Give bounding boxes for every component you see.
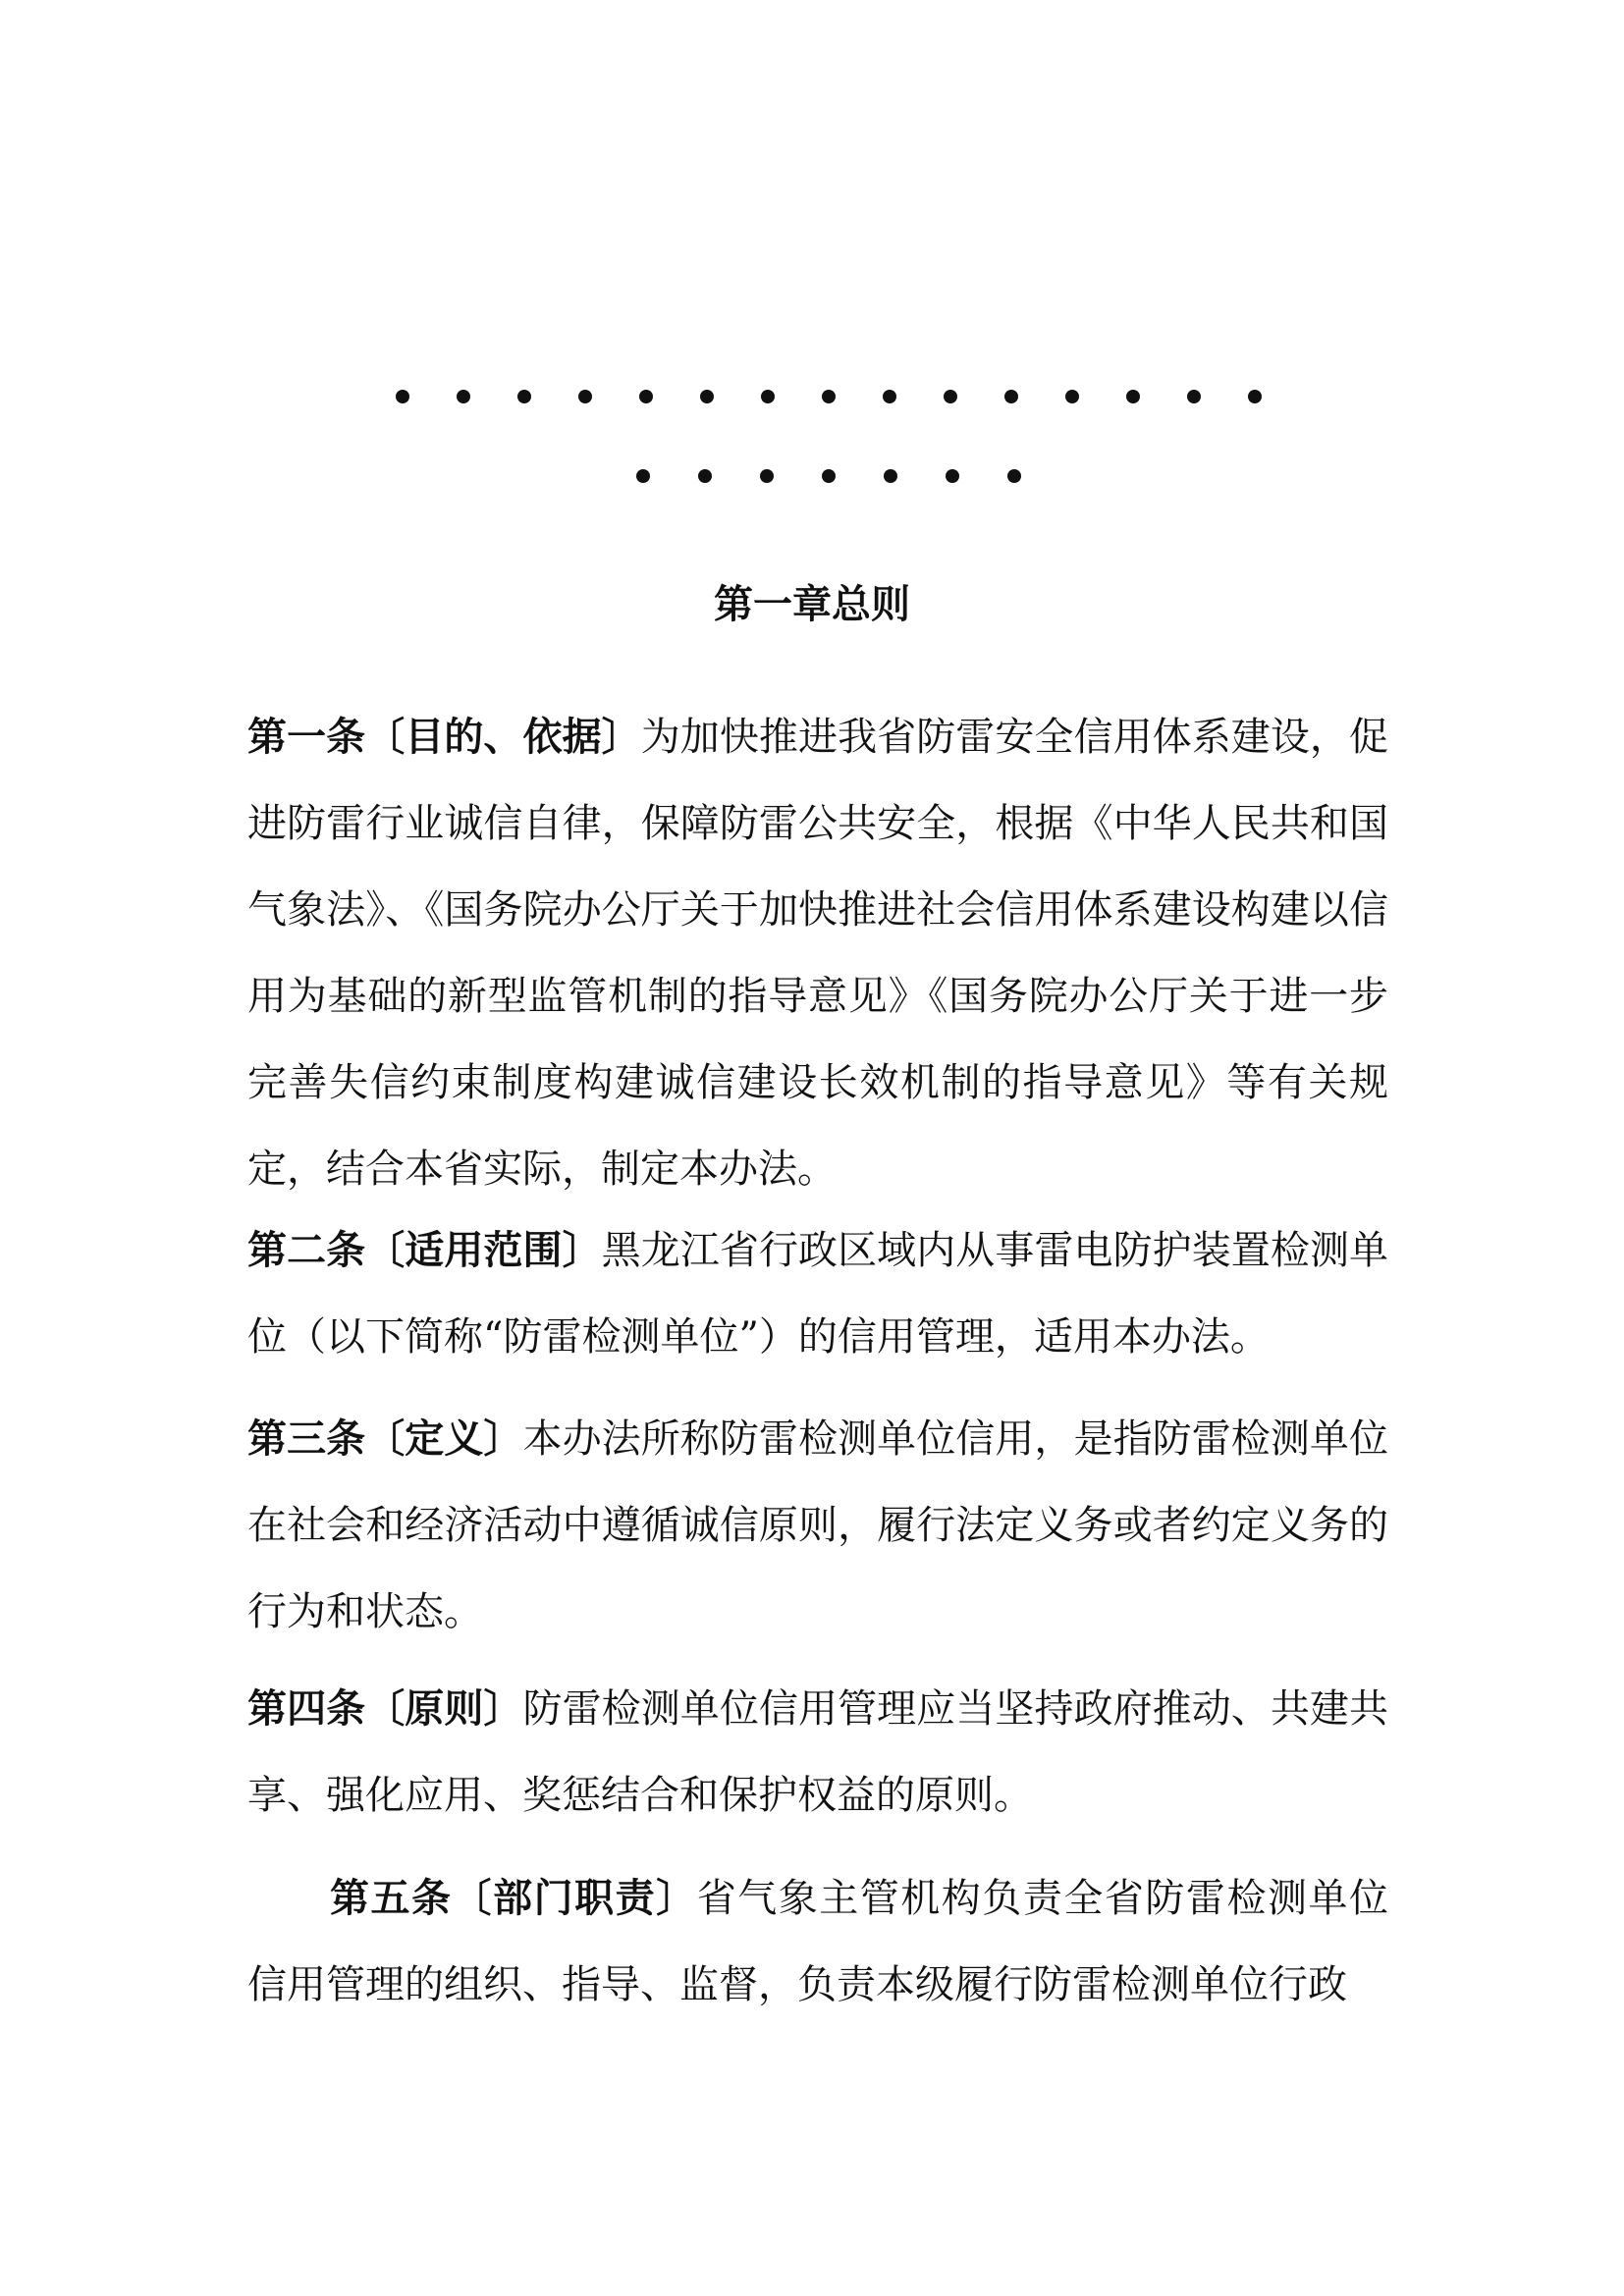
redaction-dot — [700, 390, 714, 403]
article-5-body: 省气象主管机构负责全省防雷检测单位信用管理的组织、指导、监督，负责本级履行防雷检测单位行政 — [247, 1876, 1389, 2007]
redacted-dots-row-1 — [396, 390, 1262, 403]
redaction-dot — [698, 469, 712, 483]
redacted-dots-row-2 — [636, 469, 1021, 483]
redaction-dot — [761, 390, 775, 403]
article-5 — [247, 1855, 1388, 2028]
article-2-body: 黑龙江省行政区域内从事雷电防护装置检测单位（以下简称“防雷检测单位”）的信用管理，适用本办法。 — [247, 1228, 1389, 1360]
redaction-dot — [946, 469, 959, 483]
article-4-heading: 第四条〔原则〕 — [247, 1685, 523, 1732]
redaction-dot — [1065, 390, 1079, 403]
article-4 — [247, 1666, 1388, 1839]
article-3 — [247, 1396, 1388, 1655]
redaction-dot — [883, 390, 896, 403]
redaction-dot — [1007, 469, 1021, 483]
article-2-heading: 第二条〔适用范围〕 — [247, 1227, 602, 1273]
redaction-dot — [578, 390, 592, 403]
redaction-dot — [639, 390, 653, 403]
redaction-dot — [457, 390, 470, 403]
redaction-dot — [944, 390, 957, 403]
chapter-title: 第一章总则 — [714, 582, 910, 627]
redaction-dot — [760, 469, 774, 483]
redaction-dot — [1126, 390, 1140, 403]
redaction-dot — [822, 469, 836, 483]
redaction-dot — [396, 390, 409, 403]
article-3-body: 本办法所称防雷检测单位信用，是指防雷检测单位在社会和经济活动中遵循诚信原则，履行法定义务或者约定义务的行为和状态。 — [247, 1416, 1388, 1634]
article-4-body: 防雷检测单位信用管理应当坚持政府推动、共建共享、强化应用、奖惩结合和保护权益的原则。 — [247, 1686, 1388, 1818]
redaction-dot — [1187, 390, 1201, 403]
redaction-dot — [1004, 390, 1018, 403]
redaction-dot — [822, 390, 836, 403]
redaction-dot — [517, 390, 531, 403]
redaction-dot — [636, 469, 650, 483]
article-5-heading: 第五条〔部门职责〕 — [330, 1875, 697, 1921]
article-2 — [247, 1207, 1388, 1380]
redaction-dot — [1248, 390, 1262, 403]
article-3-heading: 第三条〔定义〕 — [247, 1415, 523, 1462]
redaction-dot — [884, 469, 897, 483]
article-1-heading: 第一条〔目的、依据〕 — [247, 714, 641, 760]
article-1 — [247, 694, 1388, 1212]
article-1-body: 为加快推进我省防雷安全信用体系建设，促进防雷行业诚信自律，保障防雷公共安全，根据《中华人民共和国气象法》、《国务院办公厅关于加快推进社会信用体系建设构建以信用为基础的新型监管机制的指导意见》《国务院办公厅关于进一步完善失信约束制度构建诚信建设长效机制的指导意见》等有关规定，结合本省实际，制定本办法。 — [247, 715, 1389, 1192]
